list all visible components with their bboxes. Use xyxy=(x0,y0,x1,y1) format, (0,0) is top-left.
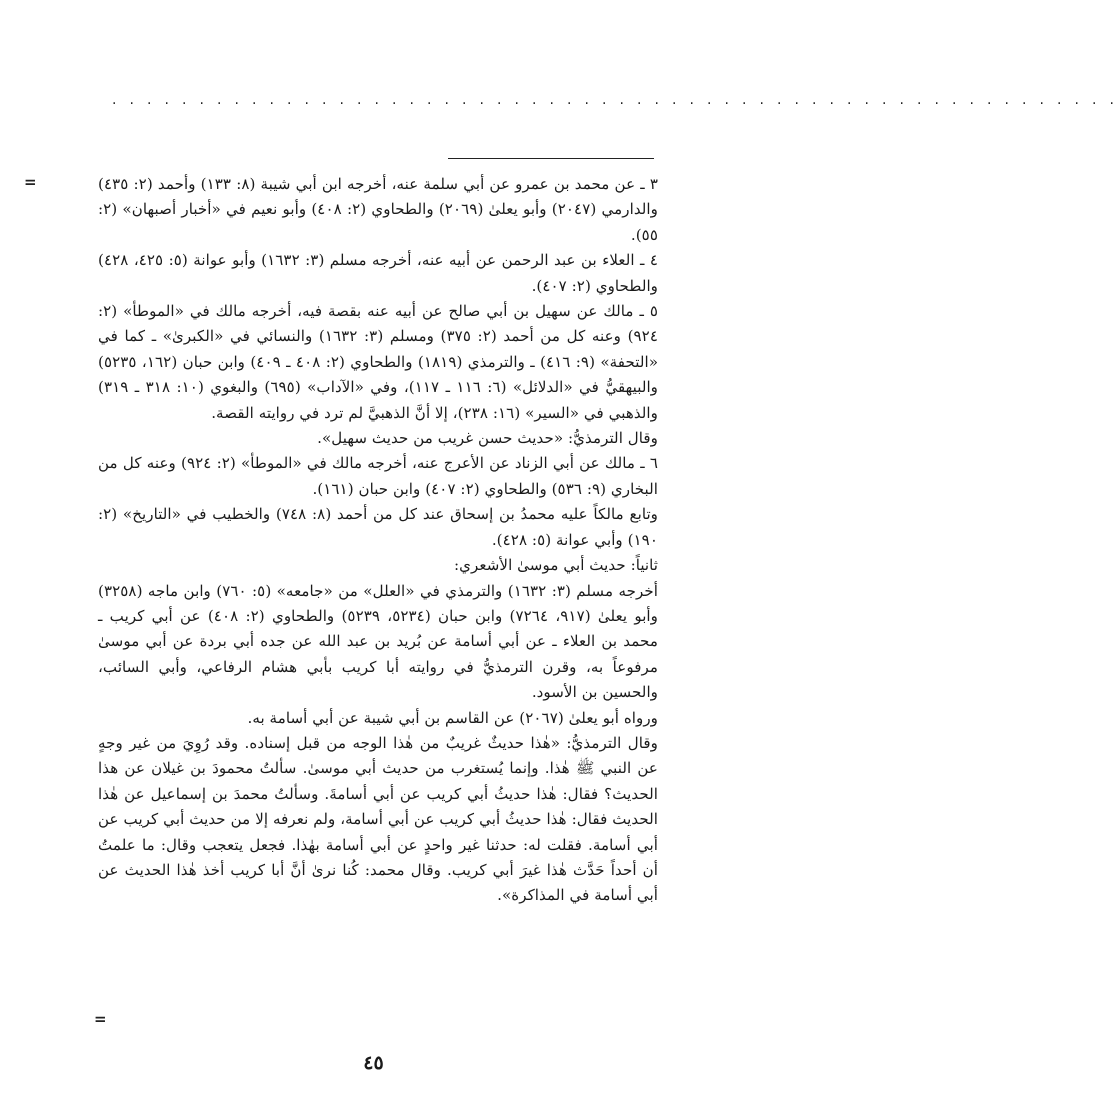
page-number: ٤٥ xyxy=(363,1052,384,1074)
dot-leader-line: . . . . . . . . . . . . . . . . . . . . . . . . . . . . . . . . . . . . . . . . . . . . . . . . . . . . . . . . . . xyxy=(112,92,1118,108)
footnote-body xyxy=(98,172,658,909)
tirmidhi-commentary: وقال الترمذيُّ: «هٰذا حديثٌ غريبٌ من هٰذا الوجه من قبل إسناده. وقد رُوِيَ من غير وجهٍ عن النبي ﷺ هٰذا. وإنما يُستغرب من حديث أبي موسىٰ. سألتُ محمودَ بن غيلان عن هذا الحديث؟ فقال: هٰذا حديثُ أبي كريب عن أبي أسامةَ. وسألتُ محمدَ بن إسماعيل عن هٰذا الحديث فقال: هٰذا حديثُ أبي كريب عن أبي أسامة، ولم نعرفه إلا من حديث أبي كريب عن أبي أسامة. فقلت له: حدثنا غير واحدٍ عن أبي أسامة بهٰذا. فجعل يتعجب وقال: ما علمتُ أن أحداً حَدَّث هٰذا غيرَ أبي كريب. وقال محمد: كُنا نرىٰ أنَّ أبا كريب أخذ هٰذا الحديث عن أبي أسامة في المذاكرة». xyxy=(98,733,658,905)
footnote-paragraph-3: ٣ ـ عن محمد بن عمرو عن أبي سلمة عنه، أخرجه ابن أبي شيبة (٨: ١٣٣) وأحمد (٢: ٤٣٥) والدارمي (٢٠٤٧) وأبو يعلىٰ (٢٠٦٩) والطحاوي (٢: ٤٠٨) وأبو نعيم في «أخبار أصبهان» (٢: ٥٥). xyxy=(98,175,658,244)
tirmidhi-note-suhayl: وقال الترمذيُّ: «حديث حسن غريب من حديث سهيل». xyxy=(317,429,658,448)
ibn-ishaq-follow-up: وتابع مالكاً عليه محمدُ بن إسحاق عند كل من أحمد (٨: ٧٤٨) والخطيب في «التاريخ» (٢: ١٩٠) وأبي عوانة (٥: ٤٢٨). xyxy=(98,505,659,549)
footnote-paragraph-6: ٦ ـ مالك عن أبي الزناد عن الأعرج عنه، أخرجه مالك في «الموطأ» (٢: ٩٢٤) وعنه كل من البخاري (٩: ٥٣٦) والطحاوي (٢: ٤٠٧) وابن حبان (١٦١). xyxy=(98,454,658,498)
footnote-separator-rule xyxy=(448,158,654,159)
footnote-paragraph-4: ٤ ـ العلاء بن عبد الرحمن عن أبيه عنه، أخرجه مسلم (٣: ١٦٣٢) وأبو عوانة (٥: ٤٢٥، ٤٢٨) والطحاوي (٢: ٤٠٧). xyxy=(98,251,658,295)
section-heading-abu-musa: ثانياً: حديث أبي موسىٰ الأشعري: xyxy=(453,556,658,575)
abu-musa-sources: أخرجه مسلم (٣: ١٦٣٢) والترمذي في «العلل» من «جامعه» (٥: ٧٦٠) وابن ماجه (٣٢٥٨) وأبو يعلىٰ (٩١٧، ٧٢٦٤) وابن حبان (٥٢٣٤، ٥٢٣٩) والطحاوي (٢: ٤٠٨) عن أبي كريب ـ محمد بن العلاء ـ عن أبي أسامة عن بُريد بن عبد الله عن جده أبي بردة عن أبي موسىٰ مرفوعاً به، وقرن الترمذيُّ في روايته أبا كريب بأبي هشام الرفاعي، وأبي السائب، والحسين بن الأسود. xyxy=(98,581,659,702)
continuation-mark-bottom: = xyxy=(94,1010,107,1028)
footnote-paragraph-5: ٥ ـ مالك عن سهيل بن أبي صالح عن أبيه عنه بقصة فيه، أخرجه مالك في «الموطأ» (٢: ٩٢٤) وعنه كل من أحمد (٢: ٣٧٥) ومسلم (٣: ١٦٣٢) والنسائي في «الكبرىٰ» ـ كما في «التحفة» (٩: ٤١٦) ـ والترمذي (١٨١٩) والطحاوي (٢: ٤٠٨ ـ ٤٠٩) وابن حبان (١٦٢، ٥٢٣٥) والبيهقيُّ في «الدلائل» (٦: ١١٦ ـ ١١٧)، وفي «الآداب» (٦٩٥) والبغوي (١٠: ٣١٨ ـ ٣١٩) والذهبي في «السير» (١٦: ٢٣٨)، إلا أنَّ الذهبيَّ لم ترد في روايته القصة. xyxy=(98,302,659,422)
abu-yala-narration: ورواه أبو يعلىٰ (٢٠٦٧) عن القاسم بن أبي شيبة عن أبي أسامة به. xyxy=(247,708,658,727)
continuation-mark-top: = xyxy=(24,173,37,191)
